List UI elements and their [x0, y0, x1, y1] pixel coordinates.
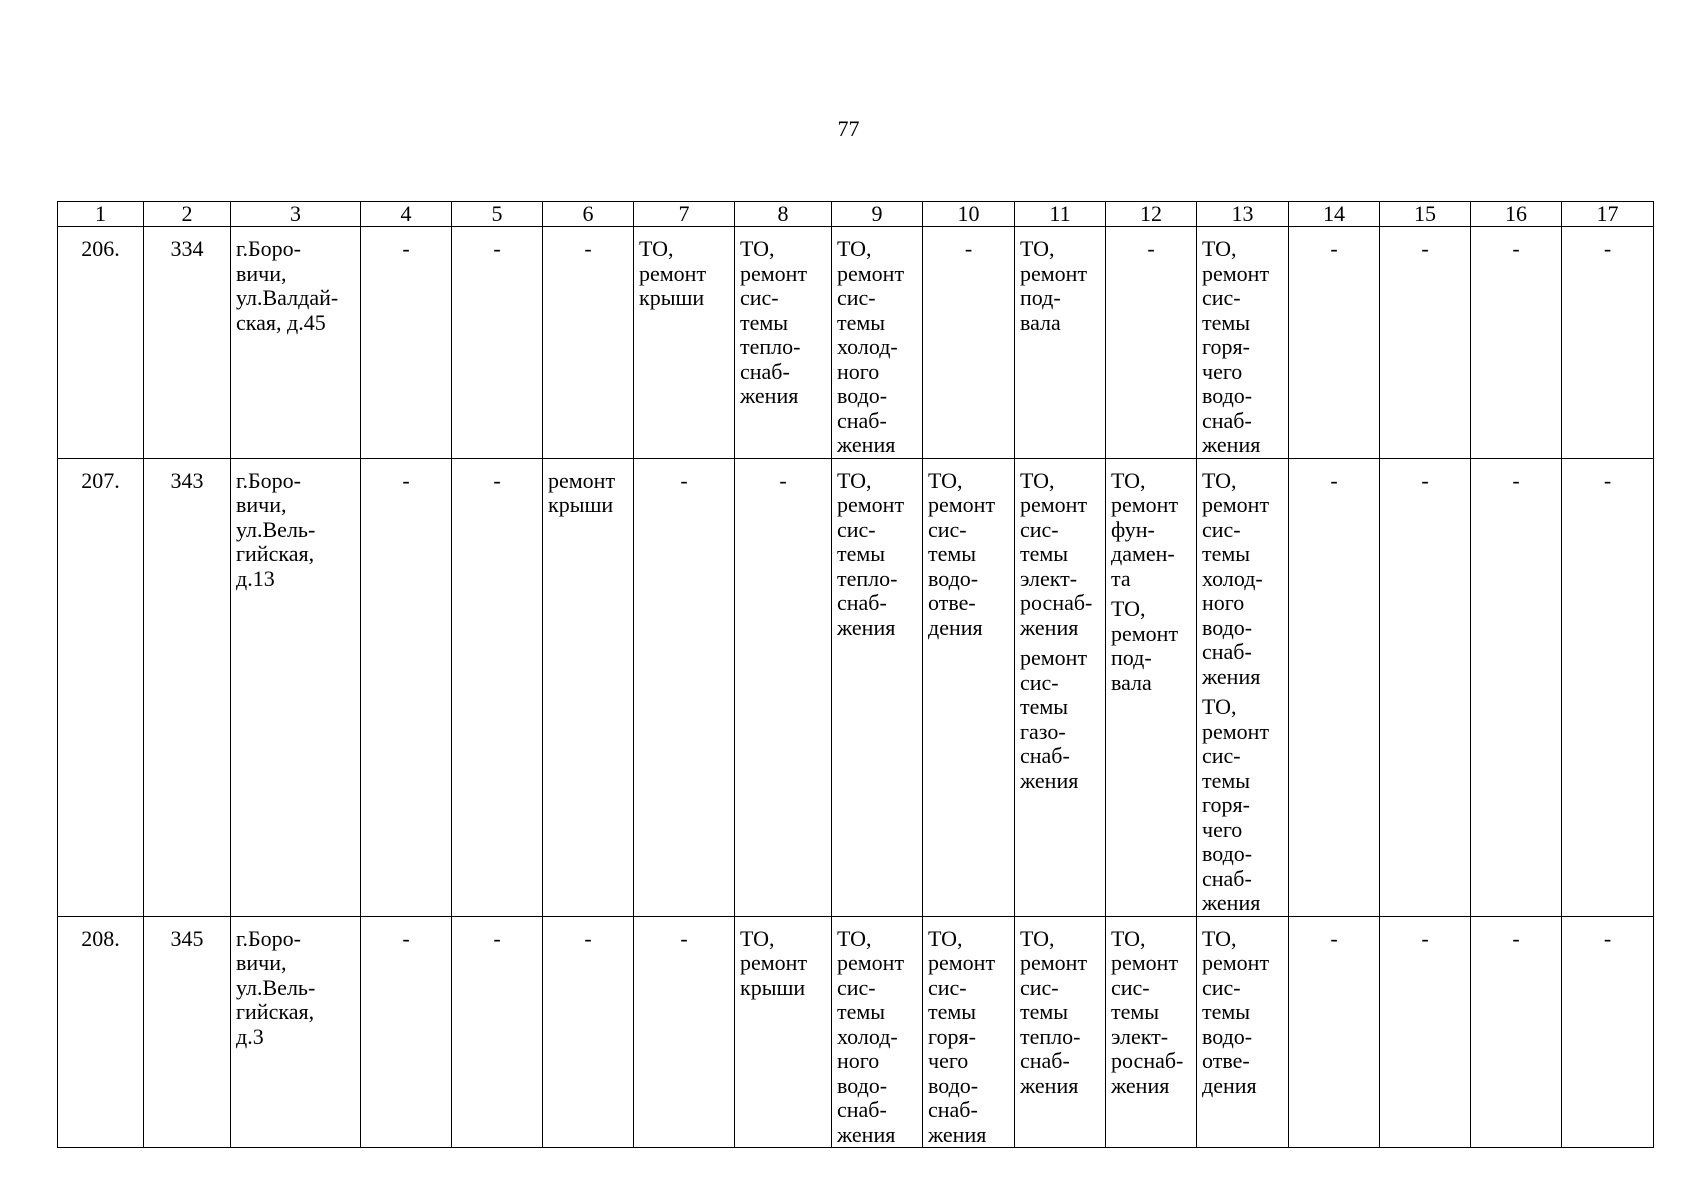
table-cell-col-2	[144, 458, 231, 916]
repair-schedule-table	[57, 201, 1654, 1148]
table-cell-col-12	[1106, 227, 1197, 459]
table-cell-col-3	[231, 458, 361, 916]
cell-paragraph: -	[1603, 236, 1612, 261]
cell-paragraph: -	[1421, 467, 1429, 493]
column-number-9: 9	[832, 202, 923, 227]
cell-paragraph: ТО, ремонт сис- темы тепло- снаб- жения	[740, 236, 808, 408]
cell-paragraph: ТО, ремонт фун- дамен- та	[1111, 467, 1179, 591]
table-cell-col-16	[1471, 227, 1562, 459]
cell-paragraph: ТО, ремонт сис- темы элект- роснаб- жения	[1111, 925, 1184, 1098]
table-cell-col-7	[634, 458, 735, 916]
cell-paragraph: -	[493, 236, 501, 261]
cell-paragraph: 334	[170, 236, 204, 261]
cell-paragraph: -	[402, 236, 410, 261]
column-number-15: 15	[1380, 202, 1471, 227]
table-cell-col-11	[1015, 458, 1106, 916]
table-cell-col-15	[1380, 227, 1471, 459]
cell-paragraph: 207.	[81, 467, 120, 493]
table-cell-col-6	[543, 458, 634, 916]
cell-paragraph: -	[402, 467, 410, 493]
cell-paragraph: ТО, ремонт сис- темы горя- чего водо- снаб- жения	[1202, 694, 1270, 915]
table-cell-col-17	[1562, 916, 1654, 1148]
cell-paragraph: ТО, ремонт сис- темы холод- ного водо- снаб- жения	[837, 236, 905, 457]
column-number-13: 13	[1197, 202, 1289, 227]
cell-paragraph: 343	[170, 467, 204, 493]
table-cell-col-3	[231, 227, 361, 459]
table-row	[58, 227, 1654, 459]
table-cell-col-8	[735, 458, 832, 916]
column-number-10: 10	[923, 202, 1015, 227]
table-cell-col-11	[1015, 916, 1106, 1148]
cell-paragraph: -	[1330, 925, 1338, 951]
table-cell-col-10	[923, 227, 1015, 459]
table-cell-col-12	[1106, 916, 1197, 1148]
column-number-11: 11	[1015, 202, 1106, 227]
column-number-7: 7	[634, 202, 735, 227]
table-cell-col-13	[1197, 227, 1289, 459]
table-cell-col-2	[144, 916, 231, 1148]
table-cell-col-9	[832, 458, 923, 916]
cell-paragraph: ТО, ремонт крыши	[740, 925, 808, 1000]
table-cell-col-14	[1289, 227, 1380, 459]
cell-paragraph: -	[1603, 925, 1612, 951]
table-cell-col-16	[1471, 916, 1562, 1148]
cell-paragraph: г.Боро- вичи, ул.Валдай- ская, д.45	[236, 236, 339, 335]
cell-paragraph: -	[1603, 467, 1612, 493]
cell-paragraph: ТО, ремонт под- вала	[1020, 236, 1088, 335]
table-cell-col-6	[543, 916, 634, 1148]
cell-paragraph: ТО, ремонт сис- темы холод- ного водо- снаб- жения	[837, 925, 905, 1147]
table-cell-col-14	[1289, 458, 1380, 916]
cell-paragraph: -	[1147, 236, 1155, 261]
cell-paragraph: -	[1512, 925, 1520, 951]
table-cell-col-10	[923, 458, 1015, 916]
cell-paragraph: г.Боро- вичи, ул.Вель- гийская, д.13	[236, 467, 316, 591]
table-cell-col-5	[452, 916, 543, 1148]
table-cell-col-9	[832, 916, 923, 1148]
cell-paragraph: -	[493, 925, 501, 951]
column-number-4: 4	[361, 202, 452, 227]
cell-paragraph: ТО, ремонт сис- темы водо- отве- дения	[1202, 925, 1270, 1098]
page-number: 77	[837, 116, 860, 141]
table-cell-col-8	[735, 916, 832, 1148]
cell-paragraph: -	[964, 236, 973, 261]
cell-paragraph: -	[493, 467, 501, 493]
cell-paragraph: ТО, ремонт сис- темы горя- чего водо- снаб- жения	[928, 925, 996, 1147]
column-number-1: 1	[58, 202, 144, 227]
table-cell-col-5	[452, 227, 543, 459]
cell-paragraph: -	[584, 236, 592, 261]
table-cell-col-8	[735, 227, 832, 459]
cell-paragraph: ТО, ремонт сис- темы горя- чего водо- снаб- жения	[1202, 236, 1270, 457]
table-cell-col-1	[58, 458, 144, 916]
cell-paragraph: ТО, ремонт крыши	[639, 236, 707, 310]
table-cell-col-6	[543, 227, 634, 459]
cell-paragraph: -	[680, 467, 688, 493]
table-cell-col-15	[1380, 916, 1471, 1148]
table-cell-col-10	[923, 916, 1015, 1148]
cell-paragraph: ТО, ремонт сис- темы тепло- снаб- жения	[837, 467, 905, 640]
table-cell-col-9	[832, 227, 923, 459]
cell-paragraph: 206.	[81, 236, 120, 261]
table-row	[58, 458, 1654, 916]
cell-paragraph: ТО, ремонт сис- темы холод- ного водо- снаб- жения	[1202, 467, 1270, 689]
cell-paragraph: -	[680, 925, 688, 951]
table-cell-col-15	[1380, 458, 1471, 916]
column-number-16: 16	[1471, 202, 1562, 227]
cell-paragraph: ТО, ремонт сис- темы элект- роснаб- жения	[1020, 467, 1093, 640]
cell-paragraph: ТО, ремонт сис- темы тепло- снаб- жения	[1020, 925, 1088, 1098]
cell-paragraph: -	[1512, 467, 1520, 493]
cell-paragraph: -	[1512, 236, 1520, 261]
table-cell-col-16	[1471, 458, 1562, 916]
column-number-2: 2	[144, 202, 231, 227]
table-cell-col-13	[1197, 916, 1289, 1148]
cell-paragraph: ТО, ремонт сис- темы водо- отве- дения	[928, 467, 996, 640]
column-number-6: 6	[543, 202, 634, 227]
cell-paragraph: -	[1330, 467, 1338, 493]
column-number-17: 17	[1562, 202, 1654, 227]
column-number-header-row	[58, 202, 1654, 227]
table-cell-col-13	[1197, 458, 1289, 916]
table-cell-col-7	[634, 227, 735, 459]
table-cell-col-3	[231, 916, 361, 1148]
table-cell-col-1	[58, 227, 144, 459]
table-cell-col-11	[1015, 227, 1106, 459]
table-cell-col-4	[361, 458, 452, 916]
cell-paragraph: -	[779, 467, 787, 493]
cell-paragraph: ТО, ремонт под- вала	[1111, 596, 1179, 695]
table-cell-col-7	[634, 916, 735, 1148]
cell-paragraph: 345	[170, 925, 204, 951]
table-cell-col-12	[1106, 458, 1197, 916]
cell-paragraph: г.Боро- вичи, ул.Вель- гийская, д.3	[236, 925, 316, 1049]
cell-paragraph: 208.	[81, 925, 120, 951]
column-number-5: 5	[452, 202, 543, 227]
table-cell-col-2	[144, 227, 231, 459]
cell-paragraph: -	[1421, 925, 1429, 951]
table-cell-col-4	[361, 227, 452, 459]
table-cell-col-17	[1562, 227, 1654, 459]
column-number-3: 3	[231, 202, 361, 227]
table-cell-col-5	[452, 458, 543, 916]
cell-paragraph: -	[402, 925, 410, 951]
cell-paragraph: ремонт крыши	[548, 467, 616, 517]
cell-paragraph: -	[1421, 236, 1429, 261]
table-cell-col-14	[1289, 916, 1380, 1148]
table-cell-col-4	[361, 916, 452, 1148]
cell-paragraph: ремонт сис- темы газо- снаб- жения	[1020, 645, 1088, 793]
column-number-14: 14	[1289, 202, 1380, 227]
table-row	[58, 916, 1654, 1148]
table-cell-col-17	[1562, 458, 1654, 916]
column-number-8: 8	[735, 202, 832, 227]
cell-paragraph: -	[1330, 236, 1338, 261]
table-cell-col-1	[58, 916, 144, 1148]
column-number-12: 12	[1106, 202, 1197, 227]
cell-paragraph: -	[584, 925, 592, 951]
